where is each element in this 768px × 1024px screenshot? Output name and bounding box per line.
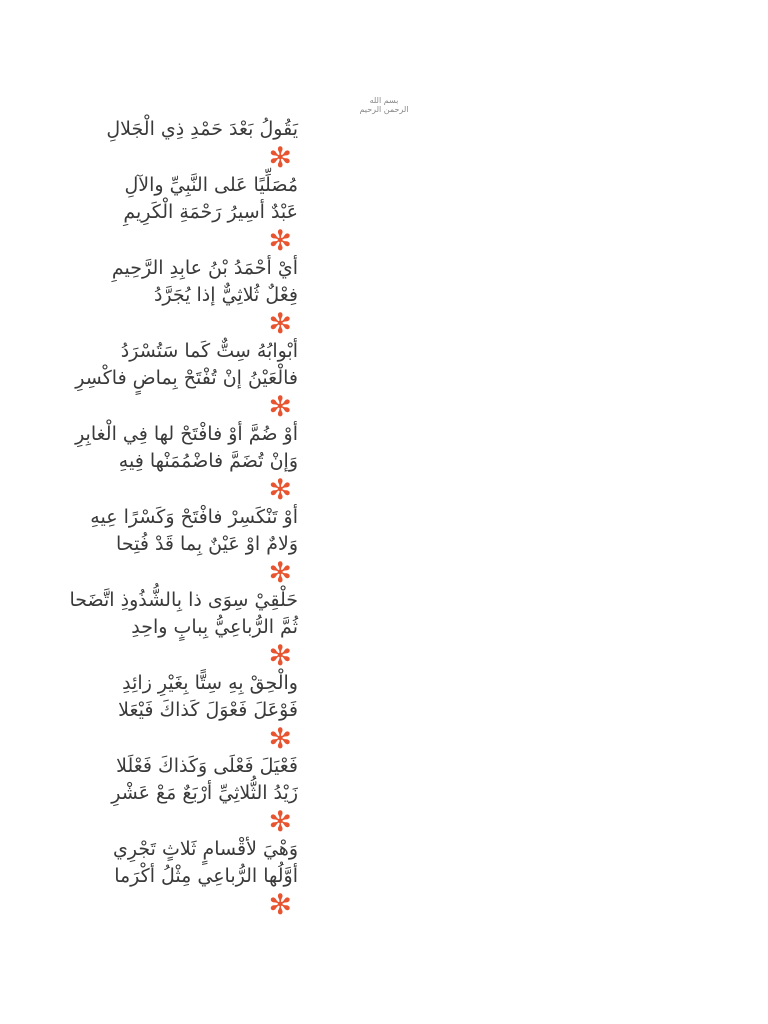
asterisk-separator-icon: ✻ xyxy=(268,888,292,921)
verse-line: أوْ ضُمَّ أوْ فافْتَحْ لها فِي الْغابِرِ xyxy=(75,423,298,445)
verse-line: أوَّلُها الرُّباعِي مِثْلُ أكْرَما xyxy=(114,865,298,887)
asterisk-separator-icon: ✻ xyxy=(268,307,292,340)
asterisk-separator-icon: ✻ xyxy=(268,722,292,755)
basmala-line-2: الرحمن الرحيم xyxy=(359,105,409,114)
verse-line: أوْ تَنْكَسِرْ فافْتَحْ وَكَسْرًا عِيهِ xyxy=(90,506,298,528)
verse-line: ثُمَّ الرُّباعِيُّ بِبابٍ واحِدِ xyxy=(131,616,298,638)
asterisk-separator-icon: ✻ xyxy=(268,141,292,174)
verse-line: فالْعَيْنُ إنْ تُفْتَحْ بِماضٍ فاكْسِرِ xyxy=(75,367,298,389)
asterisk-separator-icon: ✻ xyxy=(268,473,292,506)
asterisk-separator-icon: ✻ xyxy=(268,224,292,257)
verse-line: فَعْيَلَ فَعْلَى وَكَذاكَ فَعْلَلا xyxy=(116,755,298,777)
verse-line: مُصَلِّيًا عَلى النَّبِيِّ والآلِ xyxy=(124,174,298,196)
verse-line: والْحِقْ بِهِ سِتًّا بِغَيْرِ زائِدِ xyxy=(122,672,298,694)
asterisk-separator-icon: ✻ xyxy=(268,639,292,672)
basmala-ornament xyxy=(358,96,410,118)
verse-line: عَبْدٌ أسِيرُ رَحْمَةِ الْكَرِيمِ xyxy=(123,201,298,223)
asterisk-separator-icon: ✻ xyxy=(268,556,292,589)
verse-line: أبْوابُهُ سِتٌّ كَما سَتُسْرَدُ xyxy=(120,340,298,362)
verse-line: حَلْقِيْ سِوَى ذا بِالشُّذُوذِ اتَّضَحا xyxy=(69,589,298,611)
verse-line: أيْ أحْمَدُ بْنُ عابِدِ الرَّحِيمِ xyxy=(111,257,298,279)
verse-line: فِعْلٌ ثُلاثِيٌّ إذا يُجَرَّدُ xyxy=(153,284,298,306)
verse-line: وَلامٌ اوْ عَيْنٌ بِما قَدْ فُتِحا xyxy=(116,533,298,555)
basmala-line-1: بسم الله xyxy=(369,96,399,105)
poem-body xyxy=(0,116,298,919)
verse-line: زَيْدُ الثُّلاثِيِّ أرْبَعٌ مَعْ عَشْرِ xyxy=(111,782,298,804)
verse-line: وَهْيَ لأقْسامٍ ثَلاثٍ تَجْرِي xyxy=(113,838,298,860)
asterisk-separator-icon: ✻ xyxy=(268,390,292,423)
verse-line: يَقُولُ بَعْدَ حَمْدِ ذِي الْجَلالِ xyxy=(106,118,298,140)
verse-line: فَوْعَلَ فَعْوَلَ كَذاكَ فَيْعَلا xyxy=(118,699,298,721)
verse-line: وَإنْ تُضَمَّ فاضْمُمَنْها فِيهِ xyxy=(118,450,298,472)
asterisk-separator-icon: ✻ xyxy=(268,805,292,838)
